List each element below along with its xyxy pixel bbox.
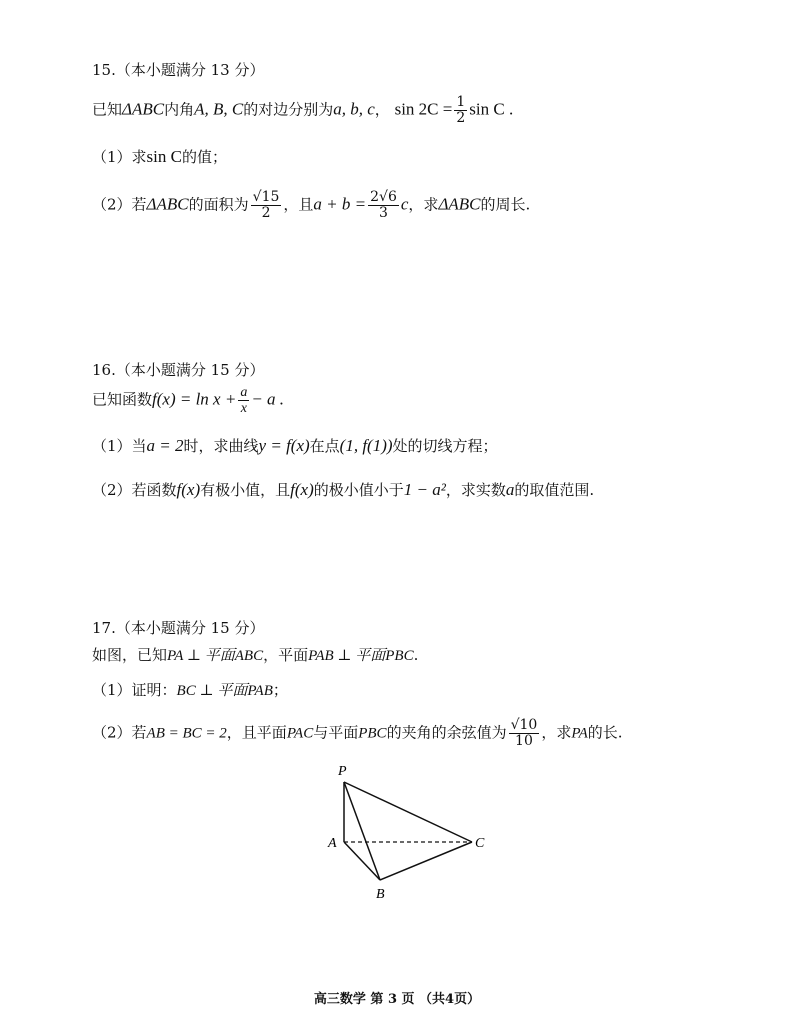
q16-fraction	[238, 385, 249, 416]
q17-p2-frac-den: 10	[515, 733, 533, 749]
q17-p1-text-2: ；	[272, 681, 288, 699]
tetrahedron-figure	[320, 760, 500, 905]
q15-angles: A, B, C	[194, 99, 244, 119]
q16-function: f(x) = ln x +	[152, 389, 237, 409]
q16-p2-a: a	[505, 480, 515, 499]
q15-p2-sum: a + b =	[313, 194, 367, 214]
q16-p2-text-5: 的取值范围.	[514, 481, 595, 499]
q17-stem-text-2: ，平面	[263, 646, 309, 664]
q15-p2-triangle: ΔABC	[146, 194, 189, 214]
q16-p2-bound: 1 − a²	[403, 480, 446, 499]
q16-p1-text-4: 处的切线方程；	[392, 437, 498, 455]
q17-stem-cond1: PA ⊥ 平面ABC	[167, 648, 264, 664]
q17-p2-text-6: 的长.	[587, 723, 623, 742]
q15-fraction	[454, 95, 467, 126]
q15-stem-text-2: 内角	[164, 100, 195, 119]
q16-part2	[92, 480, 594, 500]
q17-p2-frac-num: √10	[510, 717, 538, 733]
q17-p2-plane1: PAC	[286, 725, 314, 742]
q17-p2-pa: PA	[571, 725, 588, 742]
q16-p1-text: （1）当	[92, 437, 147, 455]
q15-p1-text-2: 的值；	[181, 148, 227, 166]
q17-p2-text-4: 的夹角的余弦值为	[386, 723, 507, 742]
q15-stem-text-3: 的对边分别为	[243, 100, 334, 119]
q16-p1-text-3: 在点	[309, 437, 340, 455]
q15-stem-text: 已知	[92, 100, 123, 119]
q16-p1-text-2: 时，求曲线	[183, 437, 259, 455]
q17-stem-text: 如图，已知	[92, 646, 168, 664]
label-C: C	[475, 836, 485, 851]
q16-p2-fx-2: f(x)	[290, 480, 314, 499]
q15-p2-frac2-num: 2√6	[370, 189, 397, 205]
q15-p2-frac2-den: 3	[379, 205, 388, 221]
q17-p2-text-3: 与平面	[313, 723, 359, 742]
q16-stem-text: 已知函数	[92, 390, 153, 409]
q17-p2-lengths: AB = BC = 2	[146, 725, 227, 742]
q15-p2-frac1-num: √15	[252, 189, 280, 205]
q17-p1-expr: BC ⊥ 平面PAB	[176, 683, 273, 699]
q17-p2-plane2: PBC	[358, 725, 387, 742]
q16-frac-den: x	[240, 401, 247, 416]
q16-frac-num: a	[240, 385, 248, 400]
q15-p2-frac1-den: 2	[261, 205, 271, 221]
q17-p2-text: （2）若	[92, 723, 147, 742]
q15-equation-lhs: sin 2C =	[394, 99, 453, 119]
q17-header: 17.（本小题满分 15 分）	[92, 619, 265, 637]
q17-p1-text: （1）证明：	[92, 681, 177, 699]
q16-stem	[92, 385, 284, 416]
q15-triangle: ΔABC	[122, 99, 165, 119]
q17-stem	[92, 645, 418, 666]
label-A: A	[328, 836, 337, 851]
q17-stem-period: .	[413, 646, 419, 664]
q15-part2	[92, 190, 530, 221]
page-footer: 高三数学 第 3 页 （共4页）	[313, 992, 481, 1007]
q15-p2-text: （2）若	[92, 195, 147, 214]
q16-p2-text-4: ，求实数	[445, 481, 506, 499]
q16-p2-text-2: 有极小值，且	[200, 481, 291, 499]
q15-comma: ，	[374, 100, 390, 119]
edge-BC	[380, 842, 472, 880]
q17-stem-cond2: PAB ⊥ 平面PBC	[308, 648, 414, 664]
q16-header: 16.（本小题满分 15 分）	[92, 361, 265, 379]
q15-p2-text-3: ，且	[283, 195, 314, 214]
q15-p2-triangle-2: ΔABC	[438, 194, 481, 214]
q15-p2-ratio-fraction	[368, 190, 399, 221]
q15-part1	[92, 147, 227, 167]
label-B: B	[376, 887, 385, 902]
q16-p2-text: （2）若函数	[92, 481, 177, 499]
q15-p2-text-5: 的周长.	[480, 195, 531, 214]
q16-p1-curve: y = f(x)	[258, 436, 310, 455]
edge-AB	[344, 842, 380, 880]
q15-p2-text-4: ，求	[408, 195, 439, 214]
q16-part1	[92, 436, 498, 456]
q17-part2	[92, 718, 623, 749]
q15-equation-rhs: sin C .	[469, 99, 514, 119]
q16-p1-point: (1, f(1))	[339, 436, 393, 455]
q15-frac-num: 1	[456, 94, 466, 110]
q15-p2-area-fraction	[251, 190, 282, 221]
q16-p1-a: a = 2	[146, 436, 184, 455]
q17-p2-text-5: ，求	[541, 723, 572, 742]
q16-p2-text-3: 的极小值小于	[313, 481, 404, 499]
q15-p1-text: （1）求	[92, 148, 147, 166]
q15-p2-c: c	[400, 194, 409, 214]
q17-p2-text-2: ，且平面	[226, 723, 287, 742]
label-P: P	[338, 764, 347, 779]
q15-p2-text-2: 的面积为	[188, 195, 249, 214]
q15-p1-expr: sin C	[146, 147, 182, 166]
q17-part1	[92, 680, 288, 701]
q15-header: 15.（本小题满分 13 分）	[92, 61, 265, 79]
q15-sides: a, b, c	[333, 99, 375, 119]
q17-p2-fraction	[509, 718, 540, 749]
q16-p2-fx: f(x)	[176, 480, 201, 499]
q15-frac-den: 2	[456, 110, 466, 126]
q15-stem	[92, 95, 513, 126]
q16-function-tail: − a .	[251, 389, 285, 409]
